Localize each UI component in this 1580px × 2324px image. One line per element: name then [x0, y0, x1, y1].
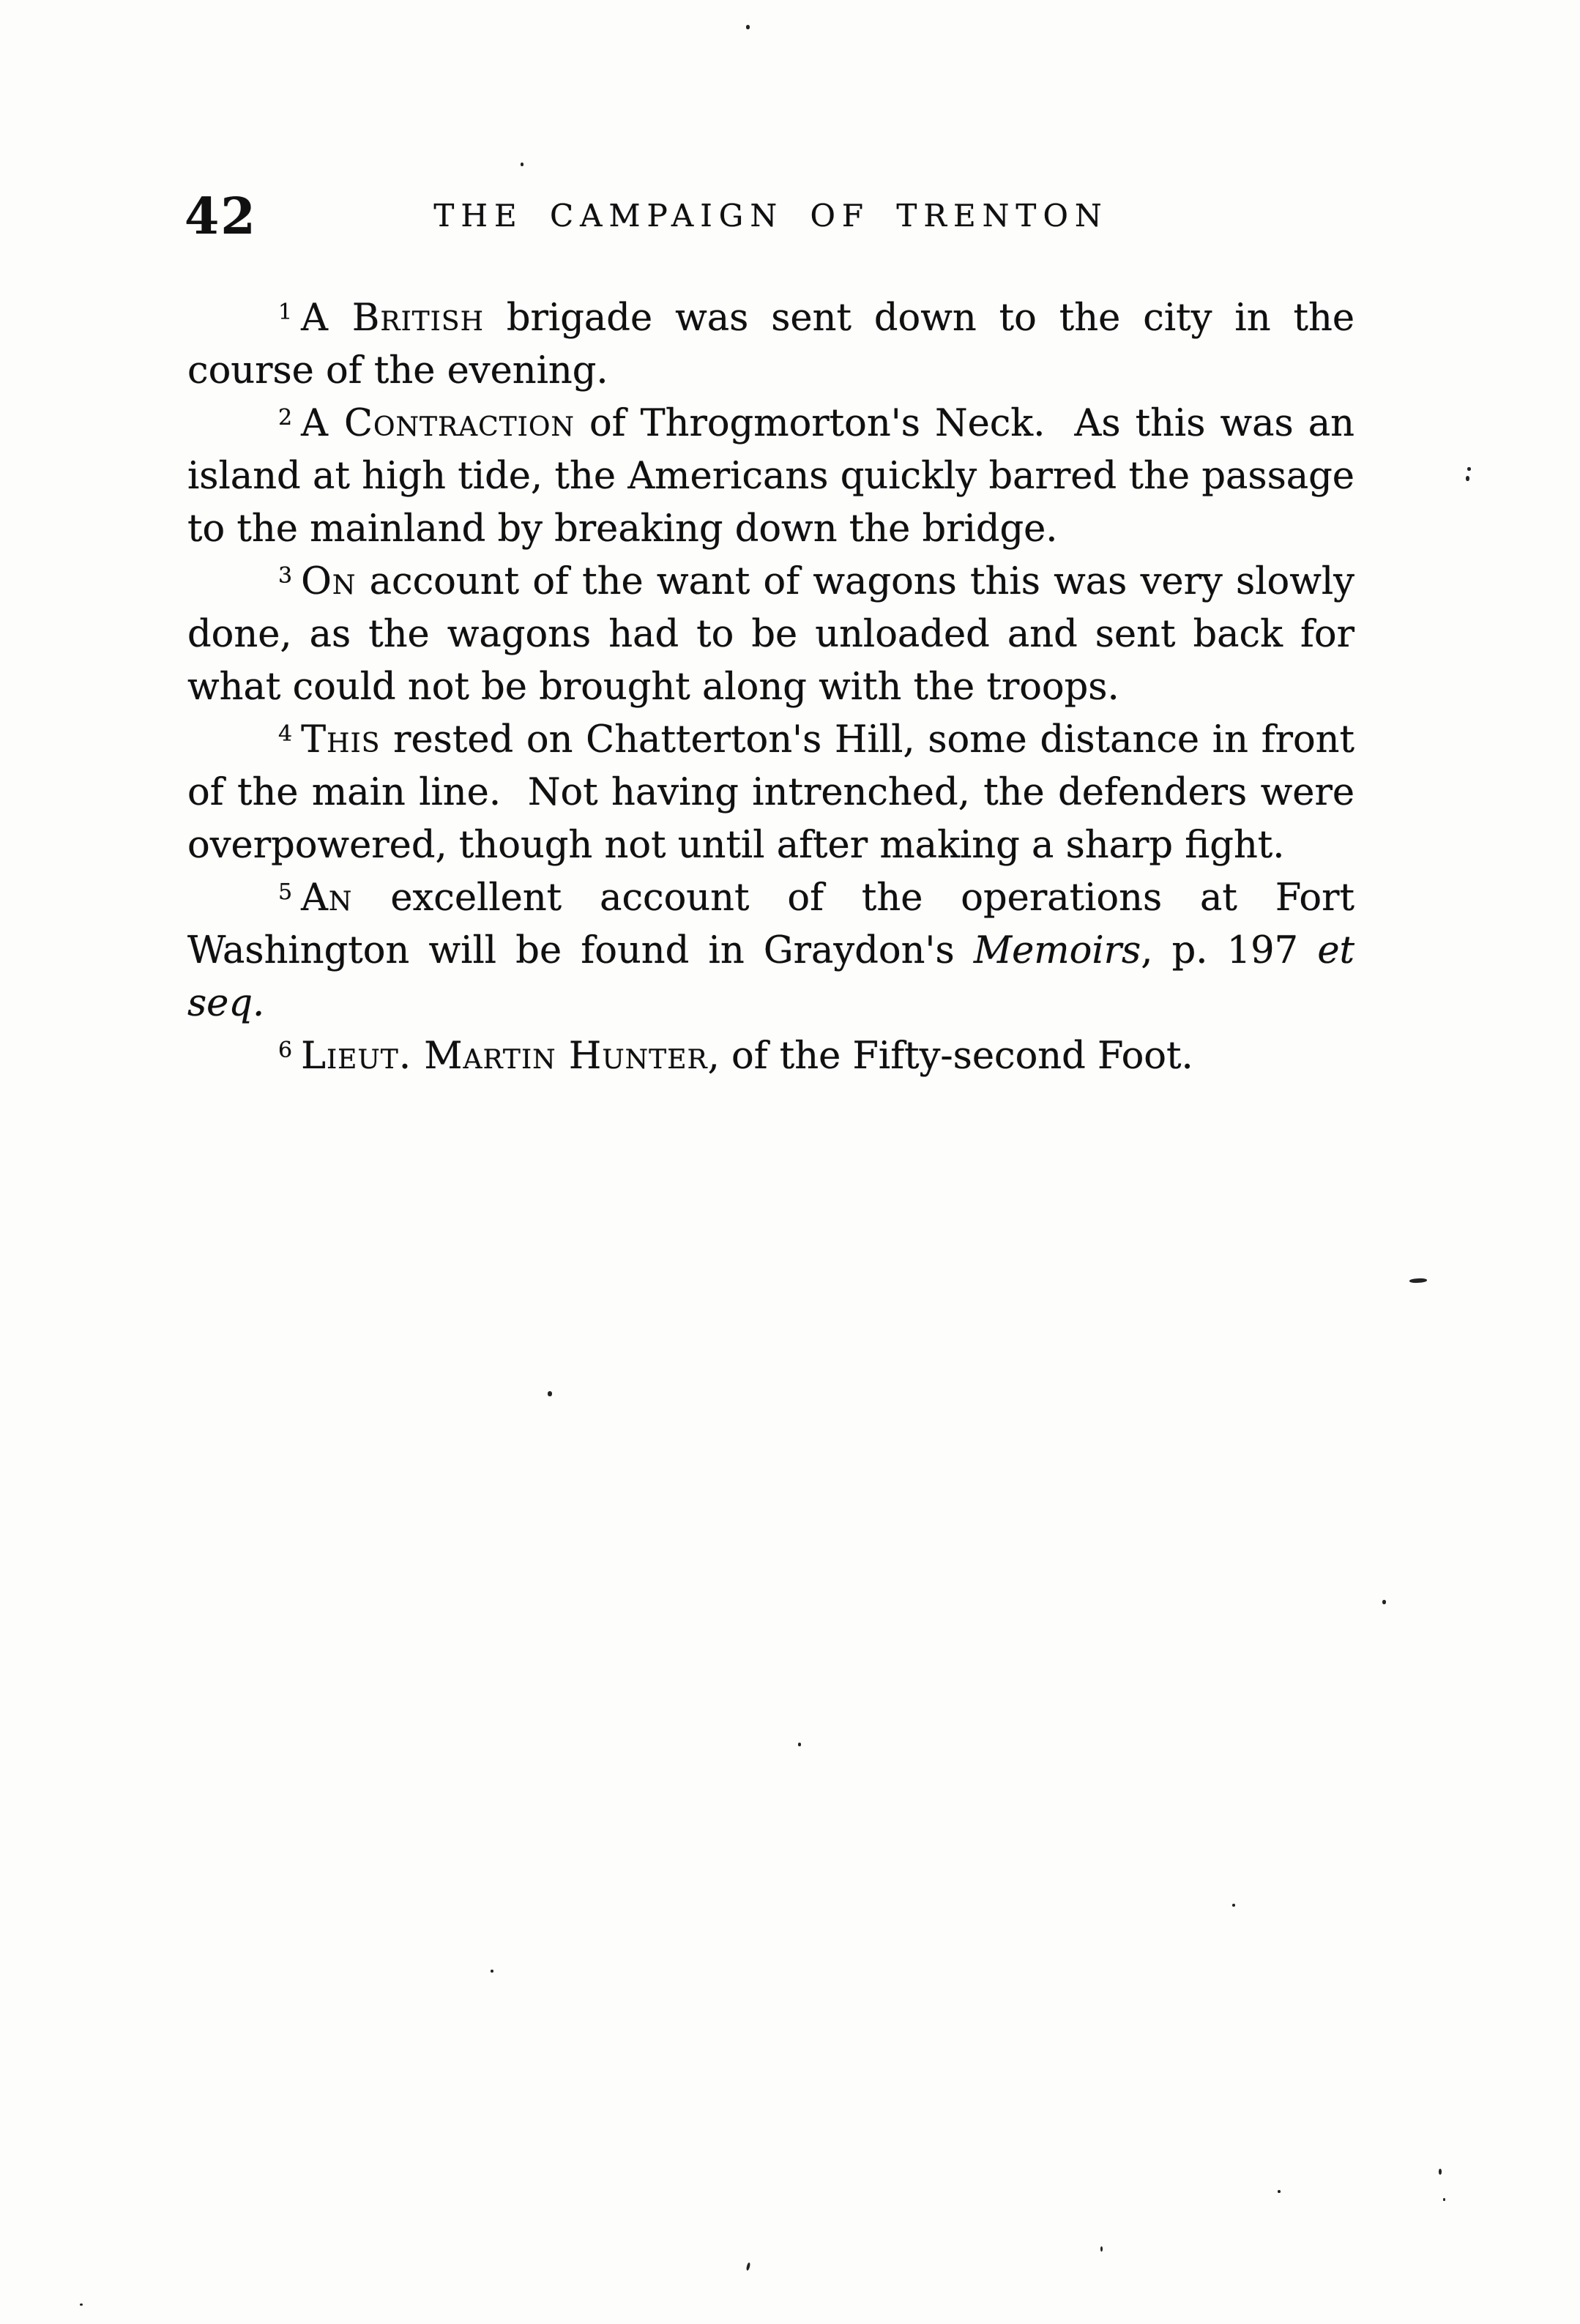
scan-speck [491, 1970, 493, 1973]
footnote-text-segment: An [301, 876, 353, 920]
scan-speck [1100, 2246, 1103, 2252]
footnote-text-segment: et seq. [187, 929, 1354, 1025]
scan-speck [1382, 1600, 1386, 1604]
footnote-paragraph-2: $^2$ A Contraction of Throgmorton's Neck. As this was an island at high tide, the Americans quickly barred the passage to the mainland by breaking down the bridge. [187, 402, 1355, 551]
scan-speck [746, 25, 750, 29]
scan-speck [1278, 2190, 1281, 2193]
footnote-text-segment: A Contraction [301, 402, 575, 445]
footnote-text-segment: On [301, 560, 357, 603]
footnote-text-segment: , of the Fifty-second Foot. [707, 1035, 1193, 1078]
running-header-title: THE CAMPAIGN OF TRENTON [433, 198, 1108, 234]
scan-speck [1443, 2198, 1445, 2201]
scan-speck [1466, 476, 1469, 481]
footnote-paragraph-4: $^4$ This rested on Chatterton's Hill, some distance in front of the main line. Not having intrenched, the defenders were overpowered, though not until after making a sharp fight. [187, 718, 1354, 867]
footnote-text-segment: brigade was sent down to the city in the course of the evening. [187, 297, 1355, 392]
footnote-text-segment: rested on Chatterton's Hill, some distance in front of the main line. Not having intrenched, the defenders were overpowered, though not until after making a sharp fight. [187, 718, 1354, 867]
scan-speck [1439, 2169, 1442, 2175]
footnotes-section [187, 292, 1354, 1083]
scan-speck [80, 2303, 83, 2306]
footnote-text-segment: Lieut. Martin Hunter [301, 1035, 708, 1078]
scan-speck [1409, 1278, 1427, 1283]
footnote-text-segment: Memoirs [973, 929, 1141, 972]
scan-speck [548, 1391, 552, 1396]
scan-speck [746, 2262, 751, 2271]
footnote-text-segment: This [301, 718, 381, 761]
footnote-paragraph-1: $^1$ A British brigade was sent down to the city in the course of the evening. [187, 297, 1355, 392]
footnote-paragraph-5: $^5$ An excellent account of the operations at Fort Washington will be found in Graydon's Memoirs, p. 197 et seq. [187, 876, 1354, 1025]
footnote-text-segment: account of the want of wagons this was very slowly done, as the wagons had to be unloaded and sent back for what could not be brought along with the troops. [187, 560, 1354, 709]
page-number: 42 [185, 187, 257, 246]
scan-speck [798, 1743, 801, 1746]
footnote-text-segment: excellent account of the operations at Fort Washington will be found in Graydon's [187, 876, 1354, 972]
footnote-text-segment: A British [301, 297, 484, 340]
footnote-text-segment: , p. 197 [1141, 929, 1318, 972]
footnote-paragraph-6: $^6$ Lieut. Martin Hunter, of the Fifty-second Foot. [278, 1035, 1193, 1078]
footnote-paragraph-3: $^3$ On account of the want of wagons this was very slowly done, as the wagons had to be unloaded and sent back for what could not be brought along with the troops. [187, 560, 1354, 709]
scan-speck [1467, 467, 1471, 471]
scan-speck [1232, 1904, 1235, 1907]
scan-speck [521, 163, 523, 166]
footnote-text-segment: of Throgmorton's Neck. As this was an island at high tide, the Americans quickly barred the passage to the mainland by breaking down the bridge. [187, 402, 1355, 551]
